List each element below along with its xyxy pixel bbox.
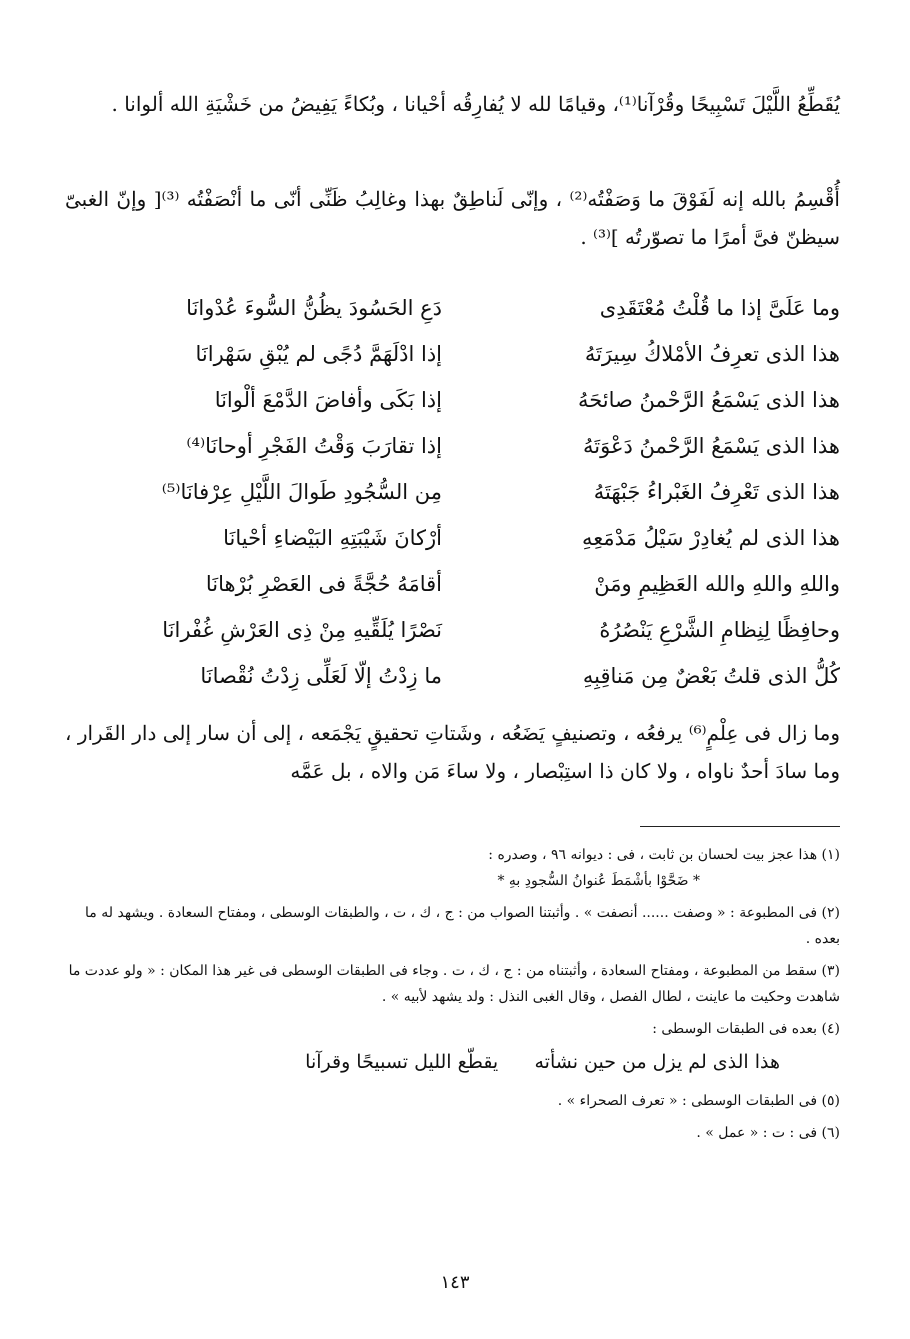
footnotes <box>65 842 840 1152</box>
verse-second-hemistich: أقامَهُ حُجَّةً فى العَصْرِ بُرْهانَا <box>205 572 442 596</box>
verse-first-hemistich: وما عَلَىَّ إذا ما قُلْتُ مُعْتَقَدِى <box>599 296 840 320</box>
verse-line <box>65 566 840 612</box>
footnote-text: (٣) سقط من المطبوعة ، ومفتاح السعادة ، وأثبتناه من : ج ، ك ، ت . وجاء فى الطبقات الوسطى فى غير هذا المكان : « ولو عددت ما شاهدت وحكيت ما عاينت ، لطال الفصل ، وقال الغبى النذل : ولد يشهد لأبيه » . <box>68 963 840 1005</box>
footnote-text: (٢) فى المطبوعة : « وصفت ...... أنصفت » . وأثبتنا الصواب من : ج ، ك ، ت ، والطبقات الوسطى ، ومفتاح السعادة . ويشهد له ما بعده . <box>85 905 840 947</box>
footnote-4 <box>65 1016 840 1082</box>
verse-second-hemistich: مِن السُّجُودِ طَوالَ اللَّيْلِ عِرْفانَا⁽⁵⁾ <box>161 480 442 504</box>
footnote-1 <box>65 842 840 894</box>
verse-first-hemistich: وحافِظًا لِنِظامِ الشَّرْعِ يَنْصُرُهُ <box>599 618 840 642</box>
verse-second-hemistich: دَعِ الحَسُودَ يظُنُّ السُّوءَ عُدْوانَا <box>186 296 442 320</box>
verse-first-hemistich: كُلُّ الذى قلتُ بَعْضٌ مِن مَناقِبِهِ <box>582 664 840 688</box>
footnote-separator <box>640 826 840 827</box>
verse-line <box>65 520 840 566</box>
verse-line <box>65 612 840 658</box>
footnote-6 <box>65 1120 840 1146</box>
footnote-5 <box>65 1088 840 1114</box>
verse-line <box>65 336 840 382</box>
verse-first-hemistich: هذا الذى تَعْرِفُ الغَبْراءُ جَبْهَتَهُ <box>593 480 840 504</box>
footnote-text: (٤) بعده فى الطبقات الوسطى : <box>652 1021 840 1037</box>
footnote-text: (١) هذا عجز بيت لحسان بن ثابت ، فى : ديوانه ٩٦ ، وصدره : <box>488 847 840 863</box>
verse-first-hemistich: واللهِ واللهِ والله العَظِيمِ ومَنْ <box>594 572 840 596</box>
footnote-verse-first: هذا الذى لم يزل من حين نشأته <box>534 1051 780 1073</box>
verse-line <box>65 474 840 520</box>
footnote-text: (٥) فى الطبقات الوسطى : « تعرف الصحراء » . <box>557 1093 840 1109</box>
verse-second-hemistich: أرْكانَ شَيْبَتِهِ البَيْضاءِ أحْيانَا <box>223 526 442 550</box>
footnote-quote: * ضَحَّوْا بأشْمَطَ عُنوانُ السُّجودِ بهِ * <box>497 873 700 889</box>
verse-second-hemistich: إذا ادْلَهَمَّ دُجًى لم يُبْقِ سَهْرانَا <box>195 342 442 366</box>
verse-second-hemistich: ما زِدْتُ إلّا لَعَلِّى زِدْتُ نُقْصانَا <box>200 664 442 688</box>
verse-second-hemistich: إذا تقارَبَ وَقْتُ الفَجْرِ أوحانَا⁽⁴⁾ <box>186 434 442 458</box>
verse-first-hemistich: هذا الذى لم يُغادِرْ سَيْلُ مَدْمَعِهِ <box>582 526 840 550</box>
paragraph-oath: أُقْسِمُ بالله إنه لَفَوْقَ ما وَصَفْتُه⁽²⁾ ، وإنّى لَناطِقٌ بهذا وغالِبُ ظَنِّى أنّى ما أنْصَفْتُه ⁽³⁾[ وإنّ الغبىّ سيظنّ فىَّ أمرًا ما تصوّرتُه ]⁽³⁾ . <box>65 187 840 249</box>
footnote-3 <box>65 958 840 1010</box>
verse-line <box>65 658 840 704</box>
page-number: ١٤٣ <box>440 1272 470 1293</box>
verse-line <box>65 428 840 474</box>
verse-second-hemistich: إذا بَكَى وأفاضَ الدَّمْعَ ألْوانَا <box>214 388 442 412</box>
footnote-2 <box>65 900 840 952</box>
verse-first-hemistich: هذا الذى يَسْمَعُ الرَّحْمنُ دَعْوَتَهُ <box>583 434 840 458</box>
verse-second-hemistich: نَصْرًا يُلَقِّيهِ مِنْ ذِى العَرْشِ غُفْرانَا <box>162 618 442 642</box>
verse-line <box>65 382 840 428</box>
paragraph-opening: يُقَطِّعُ اللَّيْلَ تَسْبِيحًا وقُرْآنا⁽¹⁾، وقيامًا لله لا يُفارِقُه أحْيانا ، وبُكاءً يَفِيضُ من خَشْيَةِ الله ألوانا . <box>111 92 840 116</box>
footnote-text: (٦) فى : ت : « عمل » . <box>696 1125 840 1141</box>
poem <box>65 290 840 704</box>
verse-first-hemistich: هذا الذى تعرِفُ الأمْلاكُ سِيرَتَهُ <box>584 342 840 366</box>
verse-line <box>65 290 840 336</box>
footnote-verse <box>65 1042 840 1082</box>
footnote-verse-second: يقطّع الليل تسبيحًا وقرآنا <box>305 1051 499 1073</box>
paragraph-closing: وما زال فى عِلْمٍ⁽⁶⁾ يرفعُه ، وتصنيفٍ يَضَعُه ، وشَتاتِ تحقيقٍ يَجْمَعه ، إلى أن سار إلى دار القَرار ، وما سادَ أحدٌ ناواه ، ولا كان ذا استِبْصار ، ولا ساءَ مَن والاه ، بل عَمَّه <box>65 721 841 783</box>
verse-first-hemistich: هذا الذى يَسْمَعُ الرَّحْمنُ صائحَهُ <box>577 388 840 412</box>
